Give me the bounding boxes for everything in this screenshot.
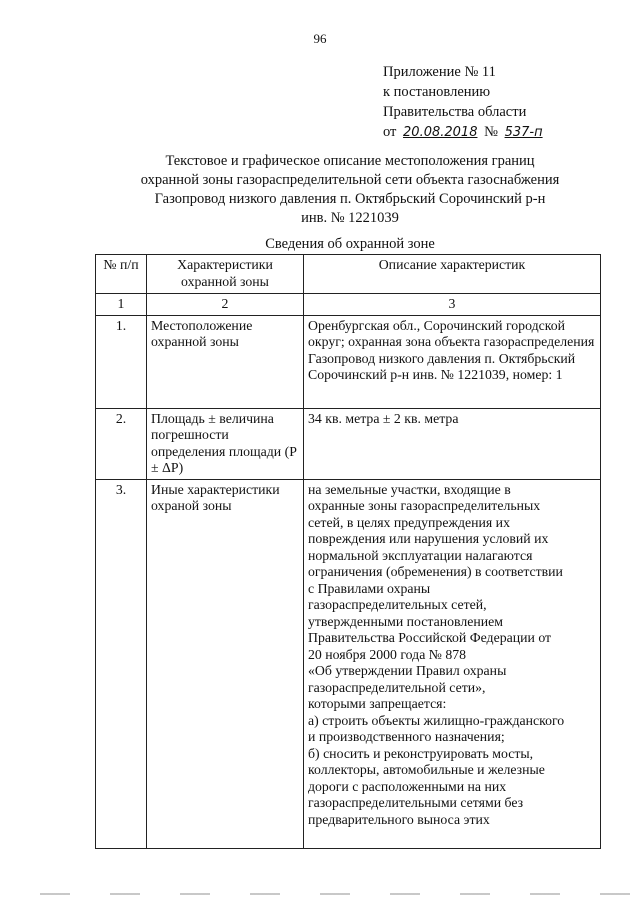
description-line: сетей, в целях предупреждения их <box>308 514 510 530</box>
appendix-line-1: Приложение № 11 <box>383 64 496 80</box>
description-line: а) строить объекты жилищно-гражданского <box>308 712 565 728</box>
table-caption: Сведения об охранной зоне <box>265 236 435 252</box>
header-num: № п/п <box>96 255 147 294</box>
title-line-4: инв. № 1221039 <box>301 210 399 226</box>
row-description: 34 кв. метра ± 2 кв. метра <box>304 408 601 479</box>
description-line: газораспределительными сетями без <box>308 795 524 810</box>
description-line: «Об утверждении Правил охраны <box>308 663 507 678</box>
description-line: на земельные участки, входящие в <box>308 481 511 497</box>
table-row <box>96 315 601 408</box>
description-line: 20 ноября 2000 года № 878 <box>308 646 467 662</box>
title-line-2: охранной зоны газораспределительной сети объекта газоснабжения <box>140 172 560 188</box>
table-row <box>96 408 601 479</box>
appendix-header <box>383 62 546 143</box>
row-description <box>304 479 601 848</box>
appendix-date-line <box>383 122 546 143</box>
number-prefix: № <box>484 124 498 140</box>
table-row <box>96 479 601 848</box>
appendix-line-3: Правительства области <box>383 104 527 120</box>
handwritten-date: 20.08.2018 <box>403 125 478 140</box>
description-line: газораспределительной сети», <box>308 679 486 695</box>
column-number-row <box>96 294 601 316</box>
description-line: которыми запрещается: <box>308 696 447 711</box>
description-line: предварительного выноса этих <box>308 811 490 827</box>
scan-artifact-line <box>40 893 640 895</box>
header-characteristic: Характеристики охранной зоны <box>147 255 304 294</box>
description-line: б) сносить и реконструировать мосты, <box>308 745 534 761</box>
date-prefix: от <box>383 124 397 140</box>
col-number-3: 3 <box>304 294 601 316</box>
title-line-1: Текстовое и графическое описание местоположения границ <box>165 153 535 169</box>
handwritten-number: 537-п <box>504 125 543 140</box>
row-num: 2. <box>96 408 147 479</box>
description-line: нормальной эксплуатации налагаются <box>308 547 533 563</box>
row-characteristic: Иные характеристики охраной зоны <box>147 479 304 848</box>
title-line-3: Газопровод низкого давления п. Октябрьский Сорочинский р-н <box>154 191 546 207</box>
description-line: ограничения (обременения) в соответствии <box>308 564 563 579</box>
col-number-1: 1 <box>96 294 147 316</box>
row-characteristic: Площадь ± величина погрешности определения площади (P ± ΔP) <box>147 408 304 479</box>
description-line: Правительства Российской Федерации от <box>308 630 552 645</box>
description-line: утвержденными постановлением <box>308 613 503 629</box>
row-num: 3. <box>96 479 147 848</box>
description-line: повреждения или нарушения условий их <box>308 531 549 546</box>
document-title <box>60 152 640 228</box>
protection-zone-table <box>95 254 601 849</box>
description-line: газораспределительных сетей, <box>308 597 487 612</box>
table-header-row <box>96 255 601 294</box>
description-line: с Правилами охраны <box>308 580 431 596</box>
header-description: Описание характеристик <box>304 255 601 294</box>
col-number-2: 2 <box>147 294 304 316</box>
description-line: и производственного назначения; <box>308 729 505 744</box>
row-num: 1. <box>96 315 147 408</box>
page-number: 96 <box>313 31 327 46</box>
appendix-line-2: к постановлению <box>383 84 491 100</box>
row-characteristic: Местоположение охранной зоны <box>147 315 304 408</box>
description-line: коллекторы, автомобильные и железные <box>308 762 545 777</box>
row-description: Оренбургская обл., Сорочинский городской округ; охранная зона объекта газораспределения Газопровод низкого давления п. Октябрьский Сорочинский р-н инв. № 1221039, номер: 1 <box>304 315 601 408</box>
description-line: дороги с расположенными на них <box>308 778 507 794</box>
description-line: охранные зоны газораспределительных <box>308 498 541 513</box>
